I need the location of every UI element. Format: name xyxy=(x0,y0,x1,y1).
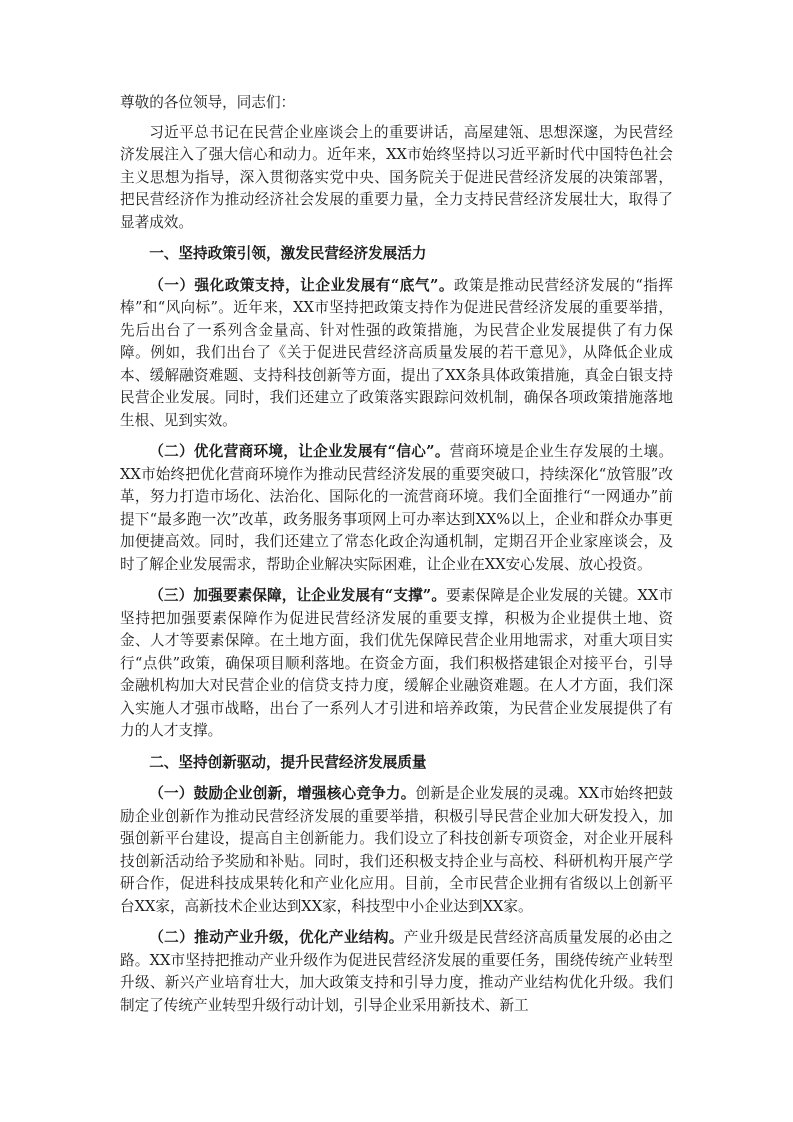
document-page xyxy=(120,92,673,1026)
lead-1-3: （三）加强要素保障，让企业发展有“支撑”。 xyxy=(149,587,447,604)
lead-1-1: （一）强化政策支持，让企业发展有“底气”。 xyxy=(149,276,455,294)
body-2-2: 产业升级是民营经济高质量发展的必由之路。XX市坚持把推动产业升级作为促进民营经济发展的重要任务，围绕传统产业转型升级、新兴产业培育壮大，加大政策支持和引导力度，推动产业结构优化升级。我们制定了传统产业转型升级行动计划，引导企业采用新技术、新工 xyxy=(120,929,673,1014)
paragraph-1-1 xyxy=(120,275,673,433)
lead-2-1: （一）鼓励企业创新，增强核心竞争力。 xyxy=(149,785,416,802)
body-2-1: 创新是企业发展的灵魂。XX市始终把鼓励企业创新作为推动民营经济发展的重要举措，积极引导民营企业加大研发投入，加强创新平台建设，提高自主创新能力。我们设立了科技创新专项资金，对企业开展科技创新活动给予奖励和补贴。同时，我们还积极支持企业与高校、科研机构开展产学研合作，促进科技成果转化和产业化应用。目前，全市民营企业拥有省级以上创新平台XX家，高新技术企业达到XX家，科技型中小企业达到XX家。 xyxy=(120,785,673,915)
section-heading-1: 一、坚持政策引领，激发民营经济发展活力 xyxy=(149,245,427,262)
body-1-1: 政策是推动民营经济发展的“指挥棒”和“风向标”。近年来，XX市坚持把政策支持作为促进民营经济发展的重要举措，先后出台了一系列含金量高、针对性强的政策措施，为民营企业发展提供了有力保障。例如，我们出台了《关于促进民营经济高质量发展的若干意见》，从降低企业成本、缓解融资难题、支持科技创新等方面，提出了XX条具体政策措施，真金白银支持民营企业发展。同时，我们还建立了政策落实跟踪问效机制，确保各项政策措施落地生根、见到实效。 xyxy=(120,276,673,429)
salutation: 尊敬的各位领导，同志们： xyxy=(120,94,296,111)
paragraph-2-2 xyxy=(120,927,673,1017)
paragraph-1-2 xyxy=(120,441,673,576)
lead-2-2: （二）推动产业升级，优化产业结构。 xyxy=(149,929,404,946)
paragraph-2-1 xyxy=(120,783,673,918)
lead-1-2: （二）优化营商环境，让企业发展有“信心”。 xyxy=(149,443,450,460)
intro-paragraph: 习近平总书记在民营企业座谈会上的重要讲话，高屋建瓴、思想深邃，为民营经济发展注入了强大信心和动力。近年来，XX市始终坚持以习近平新时代中国特色社会主义思想为指导，深入贯彻落实党中央、国务院关于促进民营经济发展的决策部署，把民营经济作为推动经济社会发展的重要力量，全力支持民营经济发展壮大，取得了显著成效。 xyxy=(120,123,673,231)
paragraph-1-3 xyxy=(120,585,673,743)
section-heading-2: 二、坚持创新驱动，提升民营经济发展质量 xyxy=(149,753,427,771)
body-1-3: 要素保障是企业发展的关键。XX市坚持把加强要素保障作为促进民营经济发展的重要支撑，积极为企业提供土地、资金、人才等要素保障。在土地方面，我们优先保障民营企业用地需求，对重大项目实行“点供”政策，确保项目顺利落地。在资金方面，我们积极搭建银企对接平台，引导金融机构加大对民营企业的信贷支持力度，缓解企业融资难题。在人才方面，我们深入实施人才强市战略，出台了一系列人才引进和培养政策，为民营企业发展提供了有力的人才支撑。 xyxy=(120,587,673,739)
body-1-2: 营商环境是企业生存发展的土壤。XX市始终把优化营商环境作为推动民营经济发展的重要突破口，持续深化“放管服”改革，努力打造市场化、法治化、国际化的一流营商环境。我们全面推行“一网通办”前提下“最多跑一次”改革，政务服务事项网上可办率达到XX%以上，企业和群众办事更加便捷高效。同时，我们还建立了常态化政企沟通机制，定期召开企业家座谈会，及时了解企业发展需求，帮助企业解决实际困难，让企业在XX安心发展、放心投资。 xyxy=(120,443,673,573)
